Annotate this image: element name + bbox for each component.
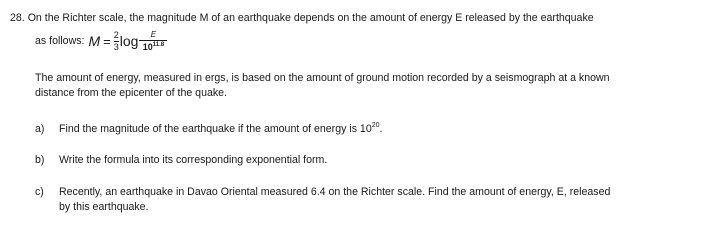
- richter-formula-row: [35, 27, 167, 55]
- question-c-text-1: Recently, an earthquake in Davao Oriental measured 6.4 on the Richter scale. Find the amount of energy, E, released: [59, 186, 611, 198]
- question-a-suffix: .: [379, 123, 383, 135]
- question-a-label: a): [35, 123, 45, 135]
- paragraph-line-2: distance from the epicenter of the quake.: [35, 87, 227, 99]
- argument-denominator: [143, 42, 164, 52]
- argument-numerator: E: [150, 29, 157, 39]
- problem-intro-text: On the Richter scale, the magnitude M of an earthquake depends on the amount of energy E released by the earthquake: [27, 12, 594, 24]
- problem-number: 28.: [10, 12, 25, 24]
- formula-log: log: [119, 33, 139, 49]
- argument-denominator-exponent: 11.8: [152, 41, 165, 48]
- formula-lhs: M: [88, 33, 101, 49]
- formula-argument: [139, 31, 167, 52]
- argument-fraction-bar: [139, 40, 167, 41]
- coefficient-denominator: 3: [113, 41, 119, 52]
- question-b-text: Write the formula into its corresponding exponential form.: [59, 154, 328, 166]
- question-c-line-2: by this earthquake.: [59, 201, 149, 213]
- problem-intro-line-1: [10, 12, 594, 25]
- question-c-line-1: [35, 186, 610, 199]
- question-a-exponent: 20: [371, 122, 380, 129]
- question-b: [35, 154, 327, 167]
- paragraph-line-1: The amount of energy, measured in ergs, is based on the amount of ground motion recorded by a seismograph at a known: [35, 72, 610, 84]
- formula-equals: =: [103, 33, 111, 49]
- formula-prefix: as follows:: [35, 35, 85, 47]
- formula-coefficient: [114, 31, 119, 52]
- question-c-label: c): [35, 186, 44, 198]
- coefficient-numerator: 2: [113, 29, 119, 40]
- question-a-text: Find the magnitude of the earthquake if the amount of energy is 10: [59, 123, 372, 135]
- argument-denominator-base: 10: [142, 41, 153, 52]
- question-a: [35, 123, 382, 136]
- question-b-label: b): [35, 154, 45, 166]
